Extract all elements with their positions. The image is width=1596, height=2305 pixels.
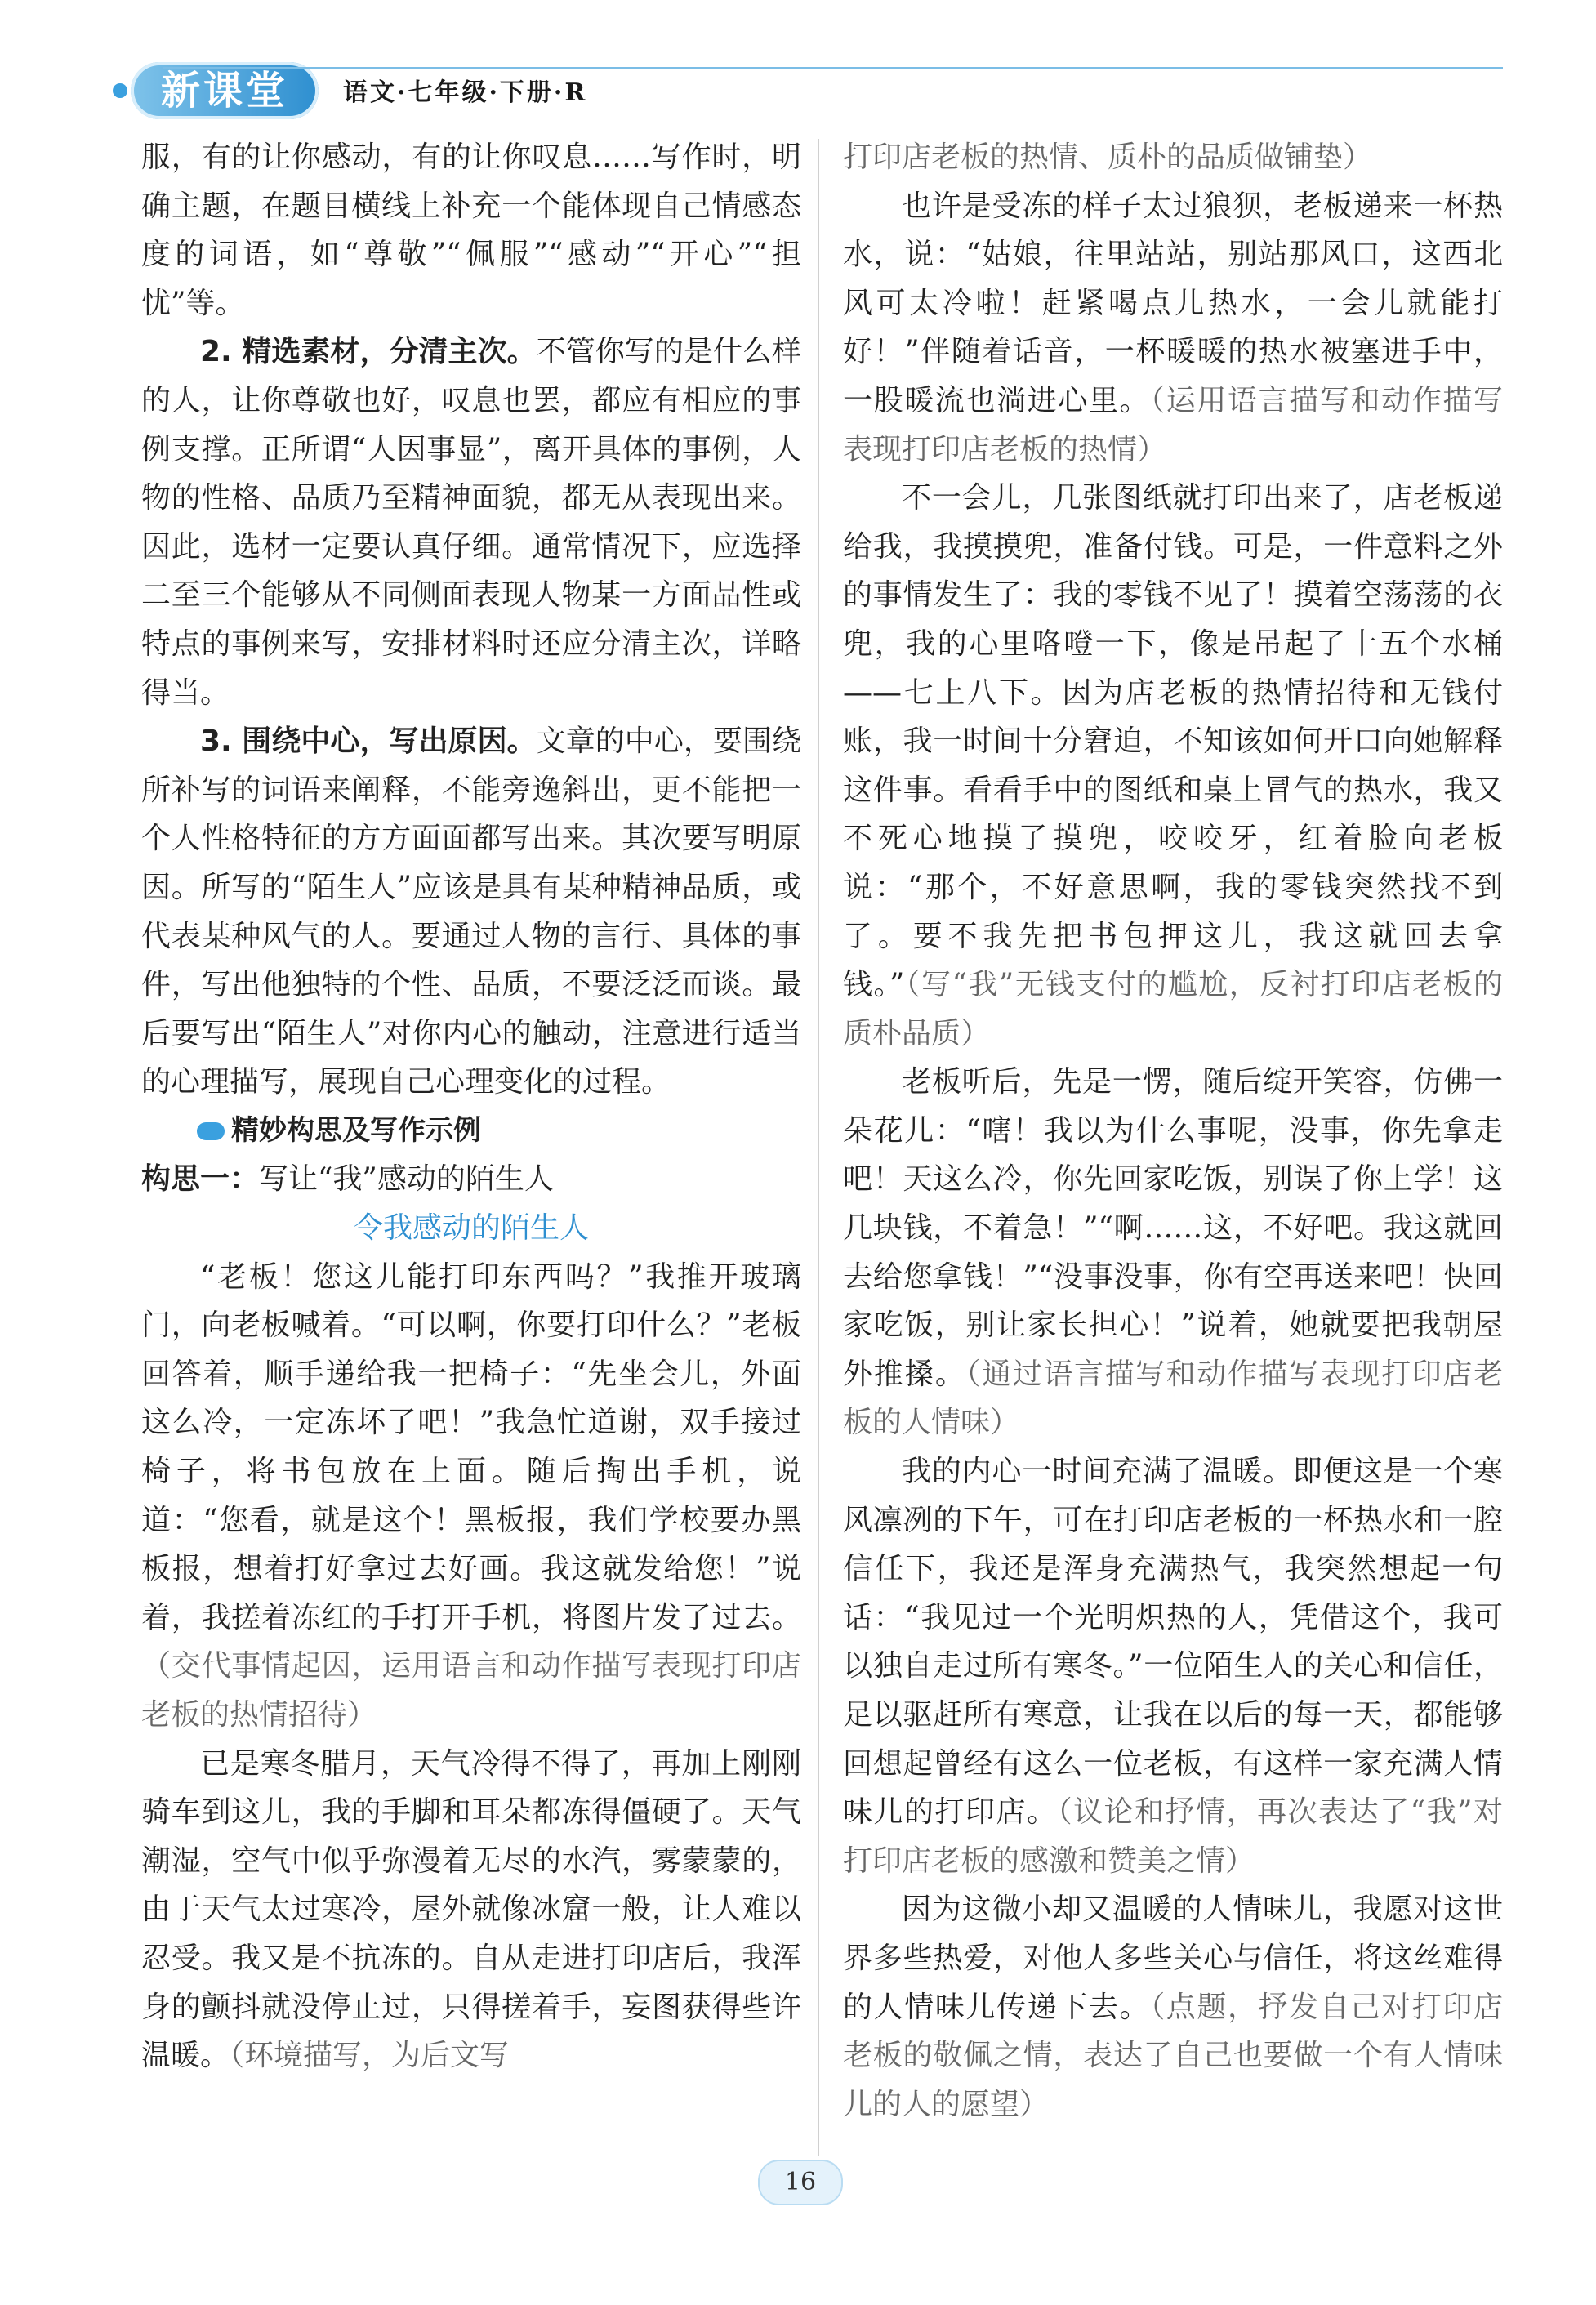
tip-heading: 3. 围绕中心，写出原因。 [200,724,537,759]
paragraph: “老板！您这儿能打印东西吗？”我推开玻璃门，向老板喊着。“可以啊，你要打印什么？”老板回答着，顺手递给我一把椅子：“先坐会儿，外面这么冷，一定冻坏了吧！”我急忙道谢，双手接过椅子，将书包放在上面。随后掏出手机，说道：“您看，就是这个！黑板报，我们学校要办黑板报，想着打好拿过去好画。我这就发给您！”说着，我搓着冻红的手打开手机，将图片发了过去。（交代事情起因，运用语言和动作描写表现打印店老板的热情招待） [141,1260,801,1732]
annotation: （点题，抒发自己对打印店老板的敬佩之情，表达了自己也要做一个有人情味儿的人的愿望） [843,1990,1503,2121]
paragraph: 已是寒冬腊月，天气冷得不得了，再加上刚刚骑车到这儿，我的手脚和耳朵都冻得僵硬了。天气潮湿，空气中似乎弥漫着无尽的水汽，雾蒙蒙的，由于天气太过寒冷，屋外就像冰窟一般，让人难以忍受。我又是不抗冻的。自从走进打印店后，我浑身的颤抖就没停止过，只得搓着手，妄图获得些许温暖。（环境描写，为后文写 [141,1746,801,2073]
paragraph: 也许是受冻的样子太过狼狈，老板递来一杯热水，说：“姑娘，往里站站，别站那风口，这西北风可太冷啦！赶紧喝点儿热水，一会儿就能打好！”伴随着话音，一杯暖暖的热水被塞进手中，一股暖流也淌进心里。（运用语言描写和动作描写表现打印店老板的热情） [843,189,1503,466]
annotation: （交代事情起因，运用语言和动作描写表现打印店老板的热情招待） [141,1649,801,1732]
annotation: （通过语言描写和动作描写表现打印店老板的人情味） [843,1357,1503,1440]
logo-dot-icon [113,83,127,98]
paragraph: 3. 围绕中心，写出原因。文章的中心，要围绕所补写的词语来阐释，不能旁逸斜出，更不能把一个人性格特征的方方面面都写出来。其次要写明原因。所写的“陌生人”应该是具有某种精神品质，或代表某种风气的人。要通过人物的言行、具体的事件，写出他独特的个性、品质，不要泛泛而谈。最后要写出“陌生人”对你内心的触动，注意进行适当的心理描写，展现自己心理变化的过程。 [141,724,801,1099]
logo-text: 新课堂 [160,68,288,114]
page-number: 16 [758,2160,843,2205]
paragraph: 不一会儿，几张图纸就打印出来了，店老板递给我，我摸摸兜，准备付钱。可是，一件意料之外的事情发生了：我的零钱不见了！摸着空荡荡的衣兜，我的心里咯噔一下，像是吊起了十五个水桶——七上八下。因为店老板的热情招待和无钱付账，我一时间十分窘迫，不知该如何开口向她解释这件事。看看手中的图纸和桌上冒气的热水，我又不死心地摸了摸兜，咬咬牙，红着脸向老板说：“那个，不好意思啊，我的零钱突然找不到了。要不我先把书包押这儿，我这就回去拿钱。”（写“我”无钱支付的尴尬，反衬打印店老板的质朴品质） [843,481,1504,1050]
series-logo [131,62,319,119]
annotation: （议论和抒情，再次表达了“我”对打印店老板的感激和赞美之情） [843,1795,1503,1878]
paragraph: 2. 精选素材，分清主次。不管你写的是什么样的人，让你尊敬也好，叹息也罢，都应有相应的事例支撑。正所谓“人因事显”，离开具体的事例，人物的性格、品质乃至精神面貌，都无从表现出来。因此，选材一定要认真仔细。通常情况下，应选择二至三个能够从不同侧面表现人物某一方面品性或特点的事例来写，安排材料时还应分清主次，详略得当。 [141,335,801,710]
paragraph: 因为这微小却又温暖的人情味儿，我愿对这世界多些热爱，对他人多些关心与信任，将这丝难得的人情味儿传递下去。（点题，抒发自己对打印店老板的敬佩之情，表达了自己也要做一个有人情味儿的人的愿望） [843,1893,1503,2121]
right-column [843,133,1503,2129]
header-rule [163,67,1503,69]
annotation: 打印店老板的热情、质朴的品质做铺垫） [843,140,1373,174]
essay-title: 令我感动的陌生人 [353,1211,589,1246]
idea-line: 构思一：写让“我”感动的陌生人 [141,1162,554,1197]
paragraph: 我的内心一时间充满了温暖。即便这是一个寒风凛冽的下午，可在打印店老板的一杯热水和一腔信任下，我还是浑身充满热气，我突然想起一句话：“我见过一个光明炽热的人，凭借这个，我可以独自走过所有寒冬。”一位陌生人的关心和信任，足以驱赶所有寒意，让我在以后的每一天，都能够回想起曾经有这么一位老板，有这样一家充满人情味儿的打印店。（议论和抒情，再次表达了“我”对打印店老板的感激和赞美之情） [843,1455,1503,1878]
section-arrow-icon [197,1122,225,1140]
tip-heading: 2. 精选素材，分清主次。 [200,335,537,369]
annotation: （环境描写，为后文写 [230,2039,510,2073]
annotation: （运用语言描写和动作描写表现打印店老板的热情） [843,383,1503,466]
left-column [141,133,801,2080]
section-heading: 精妙构思及写作示例 [141,1107,801,1156]
annotation: （写“我”无钱支付的尴尬，反衬打印店老板的质朴品质） [843,968,1504,1050]
paragraph: 老板听后，先是一愣，随后绽开笑容，仿佛一朵花儿：“嗐！我以为什么事呢，没事，你先拿走吧！天这么冷，你先回家吃饭，别误了你上学！这几块钱，不着急！”“啊……这，不好吧。我这就回去给您拿钱！”“没事没事，你有空再送来吧！快回家吃饭，别让家长担心！”说着，她就要把我朝屋外推搡。（通过语言描写和动作描写表现打印店老板的人情味） [843,1065,1503,1440]
subject-title: 语文·七年级·下册·R [343,78,588,107]
column-divider [818,139,819,2156]
paragraph: 服，有的让你感动，有的让你叹息……写作时，明确主题，在题目横线上补充一个能体现自己情感态度的词语，如“尊敬”“佩服”“感动”“开心”“担忧”等。 [141,140,801,320]
